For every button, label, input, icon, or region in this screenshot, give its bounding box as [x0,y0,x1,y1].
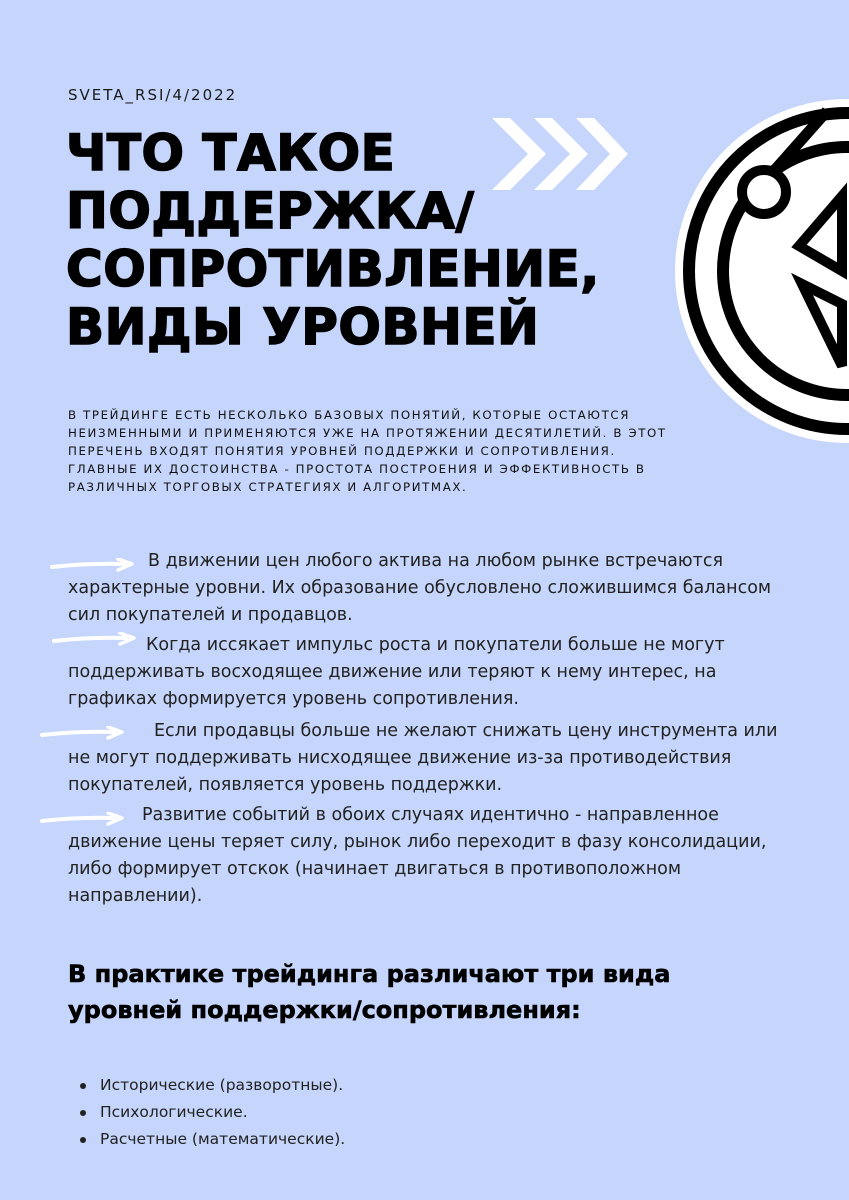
body-paragraph [68,632,798,713]
list-item-text: Исторические (разворотные). [100,1076,344,1094]
bullet-icon [80,1083,86,1089]
title-line: ЧТО ТАКОЕ [66,124,396,182]
ethereum-coin-icon [672,96,849,446]
body-paragraph [68,718,798,799]
title-line: ВИДЫ УРОВНЕЙ [66,298,540,356]
intro-text: В ТРЕЙДИНГЕ ЕСТЬ НЕСКОЛЬКО БАЗОВЫХ ПОНЯТИЙ, КОТОРЫЕ ОСТАЮТСЯ НЕИЗМЕННЫМИ И ПРИМЕНЯЮТСЯ УЖЕ НА ПРОТЯЖЕНИИ ДЕСЯТИЛЕТИЙ. В ЭТОТ ПЕРЕЧЕНЬ ВХОДЯТ ПОНЯТИЯ УРОВНЕЙ ПОДДЕРЖКИ И СОПРОТИВЛЕНИЯ. ГЛАВНЫЕ ИХ ДОСТОИНСТВА - ПРОСТОТА ПОСТРОЕНИЯ И ЭФФЕКТИВНОСТЬ В РАЗЛИЧНЫХ ТОРГОВЫХ СТРАТЕГИЯХ И АЛГОРИТМАХ. [68,408,667,494]
triple-chevron-right-icon [490,116,630,192]
author-tag: SVETA_RSI/4/2022 [68,86,238,104]
paragraph-text: Развитие событий в обоих случаях идентично - направленное движение цены теряет силу, рынок либо переходит в фазу консолидации, либо формирует отскок (начинает двигаться в противоположном направлении). [68,805,767,906]
title-line: ПОДДЕРЖКА/ [66,182,475,240]
paragraph-text: В движении цен любого актива на любом рынке встречаются характерные уровни. Их образование обусловлено сложившимся балансом сил покупателей и продавцов. [68,551,772,625]
list-item [76,1099,345,1126]
levels-list [76,1072,345,1153]
bullet-icon [80,1137,86,1143]
list-item-text: Психологические. [100,1103,248,1121]
bullet-icon [80,1110,86,1116]
list-item [76,1126,345,1153]
paragraph-text: Когда иссякает импульс роста и покупатели больше не могут поддерживать восходящее движение или теряют к нему интерес, на графиках формируется уровень сопротивления. [68,635,725,709]
paragraph-text: Если продавцы больше не желают снижать цену инструмента или не могут поддерживать нисходящее движение из-за противодействия покупателей, появляется уровень поддержки. [68,721,778,795]
section-heading: В практике трейдинга различают три вида уровней поддержки/сопротивления: [68,960,671,1024]
list-item-text: Расчетные (математические). [100,1130,346,1148]
body-paragraph [68,548,798,629]
body-paragraph [68,802,798,910]
title-line: СОПРОТИВЛЕНИЕ, [66,240,600,298]
list-item [76,1072,345,1099]
